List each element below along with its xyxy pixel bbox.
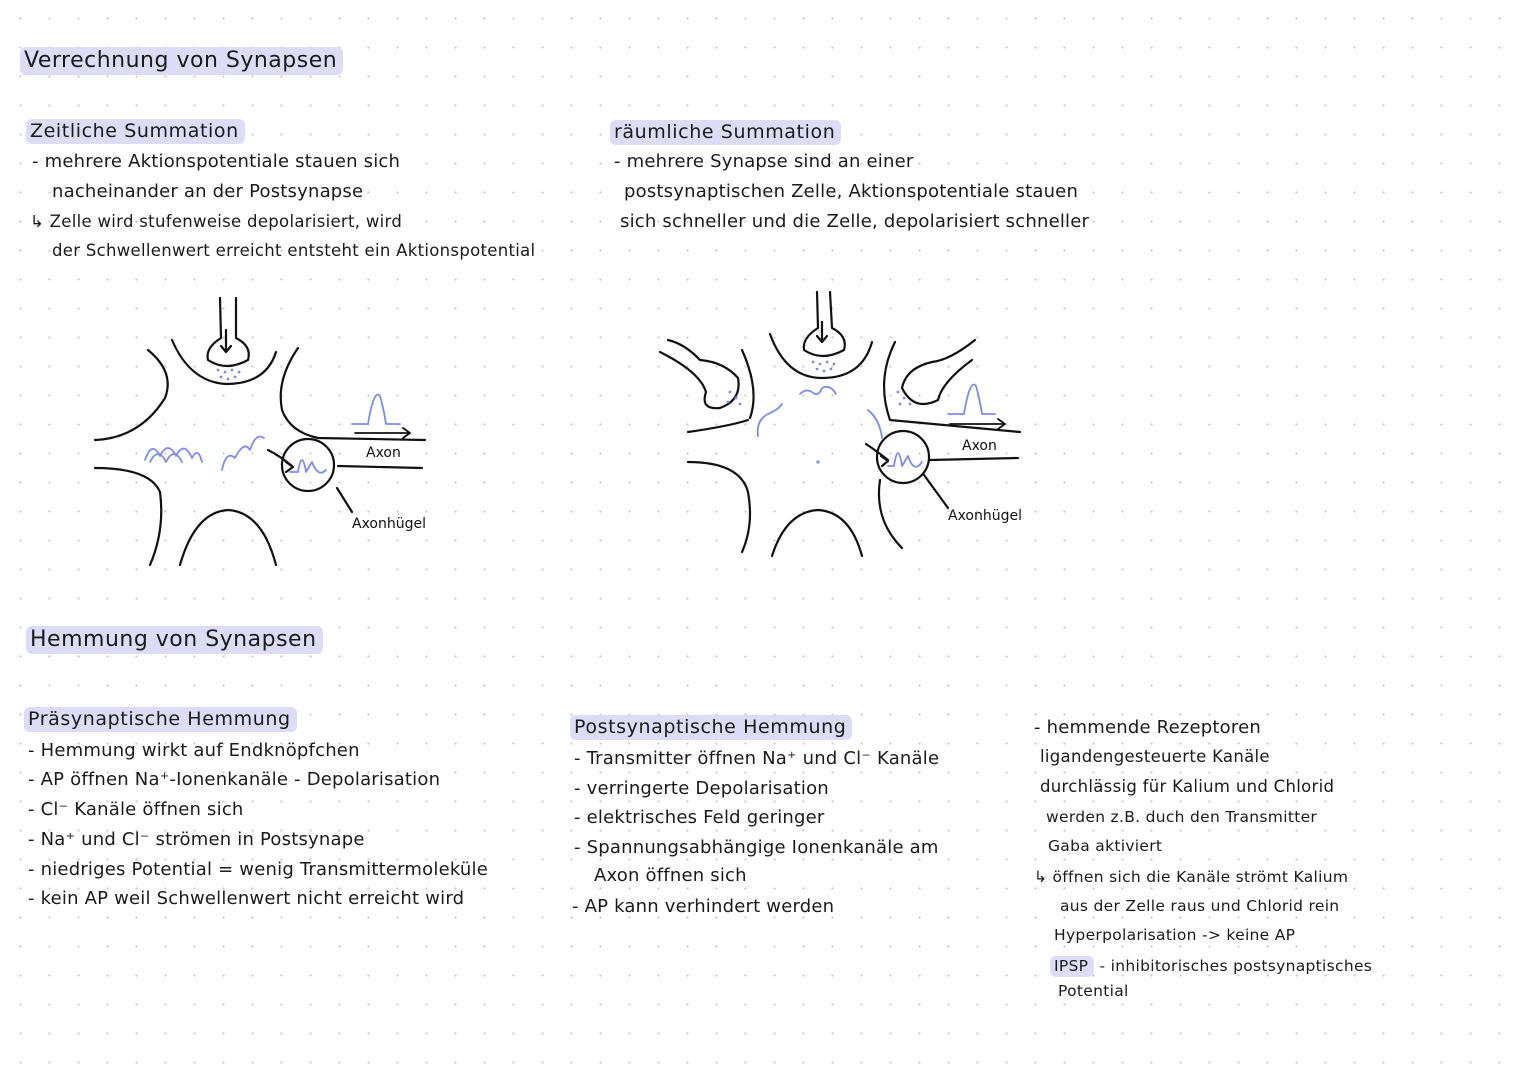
text-line: - verringerte Depolarisation — [574, 778, 829, 799]
text-line: werden z.B. duch den Transmitter — [1046, 808, 1318, 826]
text-line: der Schwellenwert erreicht entsteht ein Aktionspotential — [52, 241, 536, 260]
text-line: - Hemmung wirkt auf Endknöpfchen — [28, 740, 360, 761]
text-line: - niedriges Potential = wenig Transmittermoleküle — [28, 859, 489, 880]
text-line: Axon öffnen sich — [594, 865, 747, 886]
text-line: postsynaptischen Zelle, Aktionspotentiale stauen — [624, 181, 1079, 202]
text-line: Gaba aktiviert — [1048, 837, 1163, 855]
text-line: Potential — [1058, 982, 1129, 1000]
section-title-verrechnung: Verrechnung von Synapsen — [20, 48, 343, 73]
text-line: - AP öffnen Na⁺-Ionenkanäle - Depolarisation — [28, 769, 441, 790]
text-line: ligandengesteuerte Kanäle — [1040, 747, 1270, 766]
heading-zeitliche-summation: Zeitliche Summation — [26, 120, 245, 142]
text-line: durchlässig für Kalium und Chlorid — [1040, 777, 1335, 796]
text-line: sich schneller und die Zelle, depolarisiert schneller — [620, 211, 1090, 232]
text-line: - mehrere Aktionspotentiale stauen sich — [32, 151, 401, 172]
text-line: - AP kann verhindert werden — [572, 896, 835, 917]
text-line: aus der Zelle raus und Chlorid rein — [1060, 897, 1340, 915]
heading-praesynaptische-hemmung: Präsynaptische Hemmung — [24, 708, 297, 730]
text-line: ↳ öffnen sich die Kanäle strömt Kalium — [1034, 868, 1349, 886]
heading-postsynaptische-hemmung: Postsynaptische Hemmung — [570, 716, 852, 738]
axon-label-right: Axon — [962, 438, 997, 454]
text-line: - hemmende Rezeptoren — [1034, 717, 1261, 738]
text-line: - Transmitter öffnen Na⁺ und Cl⁻ Kanäle — [574, 748, 940, 769]
text-line: - Spannungsabhängige Ionenkanäle am — [574, 837, 939, 858]
ipsp-line — [1050, 957, 1372, 975]
text-line: nacheinander an der Postsynapse — [52, 181, 364, 202]
text-line: - elektrisches Feld geringer — [574, 807, 825, 828]
axon-label-left: Axon — [366, 445, 401, 461]
heading-raeumliche-summation: räumliche Summation — [610, 121, 841, 143]
axonhuegel-label-right: Axonhügel — [948, 508, 1023, 524]
axonhuegel-label-left: Axonhügel — [352, 516, 427, 532]
text-line: - Na⁺ und Cl⁻ strömen in Postsynape — [28, 829, 365, 850]
text-line: - mehrere Synapse sind an einer — [614, 151, 914, 172]
ipsp-text: - inhibitorisches postsynaptisches — [1099, 957, 1373, 975]
text-line: Hyperpolarisation -> keine AP — [1054, 926, 1296, 944]
ipsp-badge: IPSP — [1050, 956, 1094, 977]
section-title-hemmung: Hemmung von Synapsen — [26, 627, 323, 652]
text-line: ↳ Zelle wird stufenweise depolarisiert, wird — [30, 212, 403, 231]
text-line: - kein AP weil Schwellenwert nicht erreicht wird — [28, 888, 465, 909]
text-line: - Cl⁻ Kanäle öffnen sich — [28, 799, 244, 820]
